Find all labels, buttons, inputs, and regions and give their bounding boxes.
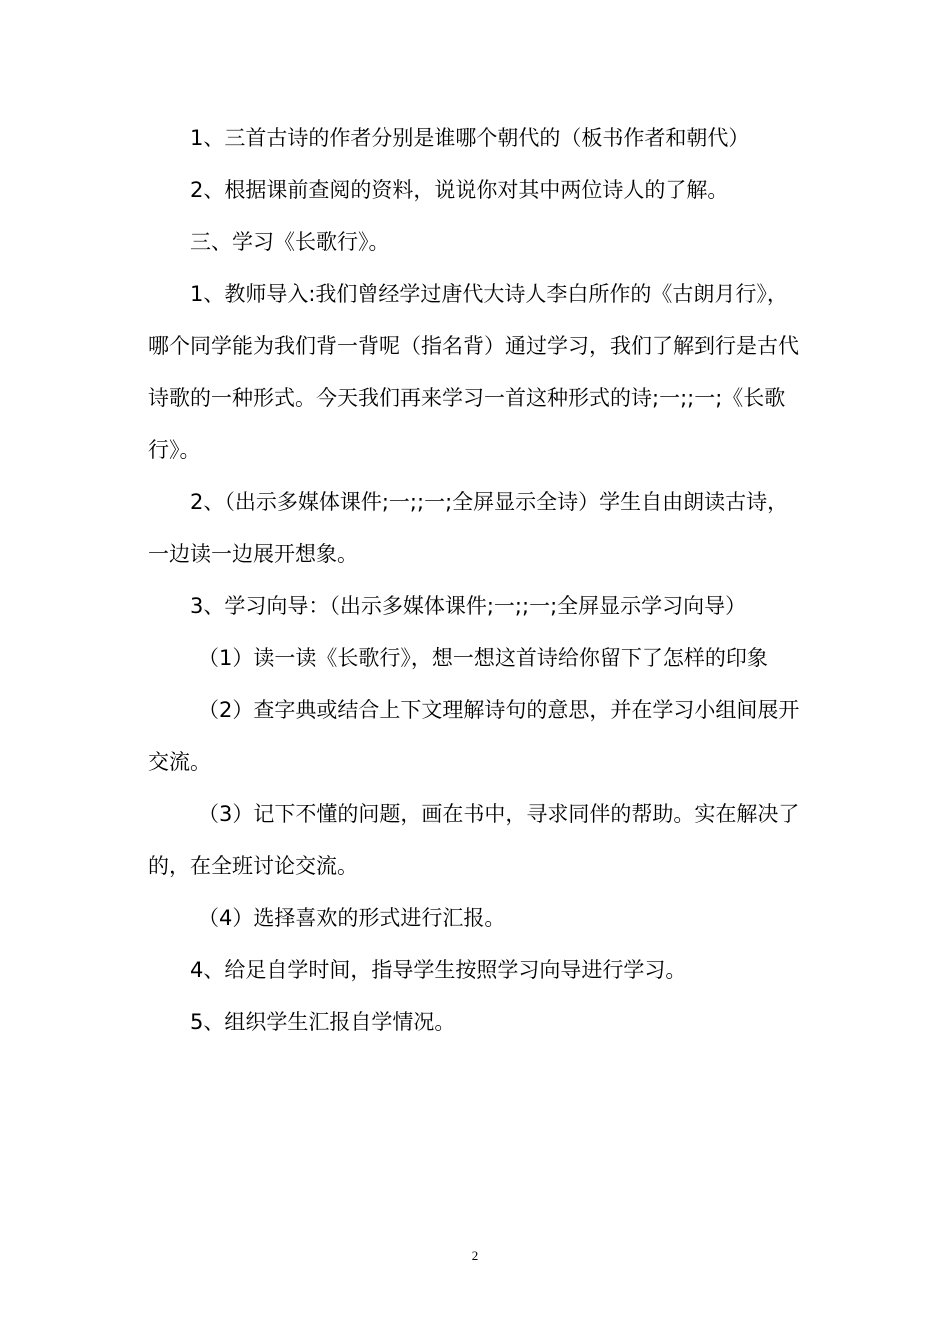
document-body bbox=[148, 112, 808, 1048]
guide-item-4: （4）选择喜欢的形式进行汇报。 bbox=[198, 906, 506, 930]
paragraph-teacher-intro: 1、教师导入:我们曾经学过唐代大诗人李白所作的《古朗月行》，哪个同学能为我们背一背呢（指名背）通过学习，我们了解到行是古代诗歌的一种形式。今天我们再来学习一首这种形式的诗;一;;一;《长歌行》。 bbox=[148, 282, 799, 462]
paragraph-study-guide: 3、学习向导：（出示多媒体课件;一;;一;全屏显示学习向导） bbox=[190, 594, 747, 618]
guide-item-1: （1）读一读《长歌行》，想一想这首诗给你留下了怎样的印象 bbox=[198, 646, 768, 670]
paragraph-self-study-time: 4、给足自学时间，指导学生按照学习向导进行学习。 bbox=[190, 958, 687, 982]
page-number: 2 bbox=[471, 1248, 479, 1263]
section-heading-changgexing: 三、学习《长歌行》。 bbox=[190, 230, 390, 254]
paragraph-author-question: 1、三首古诗的作者分别是谁哪个朝代的（板书作者和朝代） bbox=[190, 126, 750, 150]
guide-item-3: （3）记下不懂的问题，画在书中，寻求同伴的帮助。实在解决了的，在全班讨论交流。 bbox=[148, 802, 800, 878]
paragraph-report: 5、组织学生汇报自学情况。 bbox=[190, 1010, 456, 1034]
paragraph-poet-research: 2、根据课前查阅的资料，说说你对其中两位诗人的了解。 bbox=[190, 178, 729, 202]
guide-item-2: （2）查字典或结合上下文理解诗句的意思，并在学习小组间展开交流。 bbox=[148, 698, 800, 774]
paragraph-free-reading: 2、（出示多媒体课件;一;;一;全屏显示全诗）学生自由朗读古诗，一边读一边展开想象。 bbox=[148, 490, 789, 566]
